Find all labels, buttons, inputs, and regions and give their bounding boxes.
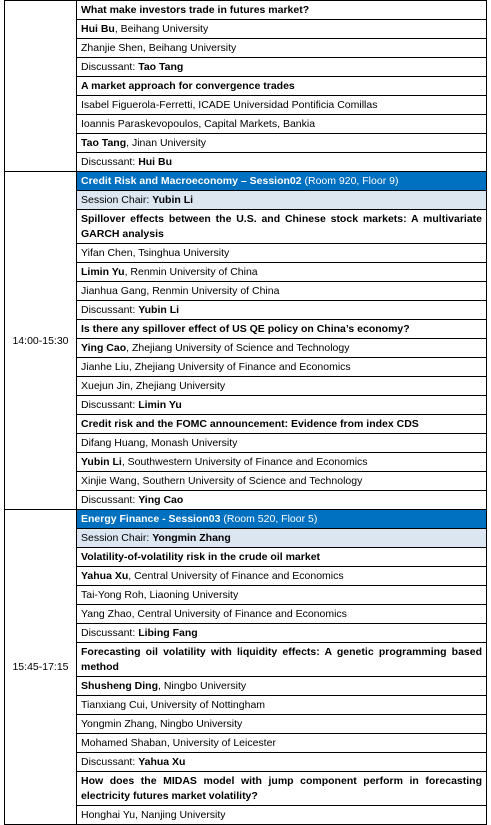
- session-chair: [77, 528, 486, 547]
- author-affiliation: , Tsinghua University: [132, 247, 230, 259]
- session-title: [77, 172, 486, 190]
- author-line: [77, 452, 486, 471]
- author-line: [77, 566, 486, 585]
- presenter-name: Limin Yu: [81, 266, 125, 278]
- author-affiliation: , Nanjing University: [135, 809, 226, 821]
- presenter-name: Yahua Xu: [81, 570, 129, 582]
- author-affiliation: , Monash University: [145, 437, 238, 449]
- author-affiliation: , Southern University of Science and Technology: [136, 475, 363, 487]
- session-cell: [77, 172, 487, 210]
- author-line: [77, 676, 486, 695]
- discussant-label: Discussant:: [81, 61, 139, 73]
- session-chair-label: Session Chair:: [81, 194, 153, 206]
- author-name: Jianhua Gang: [81, 285, 147, 297]
- author-line: [77, 281, 486, 300]
- discussant-name: Ying Cao: [138, 494, 184, 506]
- presenter-name: Shusheng Ding: [81, 680, 158, 692]
- author-affiliation: , Ningbo University: [154, 718, 243, 730]
- paper-row: [5, 643, 487, 772]
- discussant-line: [77, 490, 486, 509]
- author-affiliation: , University of Nottingham: [144, 699, 266, 711]
- author-affiliation: , Zhejiang University: [130, 380, 226, 392]
- author-name: Xuejun Jin: [81, 380, 131, 392]
- time-slot: 14:00-15:30: [5, 172, 77, 510]
- paper-title: What make investors trade in futures market?: [81, 4, 310, 16]
- paper-cell: [77, 210, 487, 320]
- paper-cell: [77, 548, 487, 643]
- paper-title: A market approach for convergence trades: [81, 80, 295, 92]
- author-line: [77, 338, 486, 357]
- author-affiliation: , Southwestern University of Finance and Economics: [121, 456, 368, 468]
- discussant-line: [77, 395, 486, 414]
- author-name: Yang Zhao: [81, 608, 132, 620]
- discussant-label: Discussant:: [81, 756, 139, 768]
- presenter-name: Ying Cao: [81, 342, 127, 354]
- author-affiliation: , University of Leicester: [166, 737, 276, 749]
- session-room: (Room 520, Floor 5): [220, 513, 318, 525]
- author-name: Mohamed Shaban: [81, 737, 167, 749]
- author-affiliation: , Beihang University: [142, 42, 237, 54]
- author-line: [77, 695, 486, 714]
- discussant-name: Yahua Xu: [138, 756, 186, 768]
- author-line: [77, 262, 486, 281]
- author-affiliation: , Zhejiang University of Science and Technology: [126, 342, 350, 354]
- author-affiliation: , Capital Markets, Bankia: [198, 118, 316, 130]
- author-affiliation: , Renmin University of China: [124, 266, 258, 278]
- author-name: Ioannis Paraskevopoulos: [81, 118, 199, 130]
- author-line: [77, 433, 486, 452]
- paper-title: Forecasting oil volatility with liquidity effects: A genetic programming based method: [81, 646, 482, 673]
- session-cell: [77, 510, 487, 548]
- paper-row: [5, 415, 487, 510]
- paper-cell: [77, 320, 487, 415]
- session-chair: [77, 190, 486, 209]
- paper-cell: [77, 415, 487, 510]
- author-affiliation: , Beihang University: [114, 23, 209, 35]
- author-line: [77, 585, 486, 604]
- session-name: Credit Risk and Macroeconomy – Session02: [81, 175, 302, 187]
- author-line: [77, 243, 486, 262]
- author-line: [77, 357, 486, 376]
- author-line: [77, 19, 486, 38]
- paper-row: [5, 77, 487, 172]
- time-slot: 15:45-17:15: [5, 510, 77, 825]
- author-line: [77, 733, 486, 752]
- session-chair-name: Yubin Li: [152, 194, 194, 206]
- discussant-label: Discussant:: [81, 627, 139, 639]
- author-line: [77, 114, 486, 133]
- author-affiliation: , Renmin University of China: [146, 285, 280, 297]
- author-name: Xinjie Wang: [81, 475, 137, 487]
- paper-cell: [77, 643, 487, 772]
- author-name: Honghai Yu: [81, 809, 136, 821]
- discussant-line: [77, 300, 486, 319]
- author-name: Zhanjie Shen: [81, 42, 143, 54]
- author-name: Difang Huang: [81, 437, 146, 449]
- discussant-name: Libing Fang: [138, 627, 198, 639]
- discussant-label: Discussant:: [81, 156, 139, 168]
- discussant-line: [77, 623, 486, 642]
- session-chair-name: Yongmin Zhang: [152, 532, 231, 544]
- discussant-line: [77, 57, 486, 76]
- author-affiliation: , Jinan University: [126, 137, 207, 149]
- discussant-label: Discussant:: [81, 399, 139, 411]
- presenter-name: Hui Bu: [81, 23, 115, 35]
- paper-title: How does the MIDAS model with jump component perform in forecasting electricity futures market volatility?: [81, 775, 482, 802]
- author-affiliation: , Central University of Finance and Economics: [131, 608, 347, 620]
- presenter-name: Yubin Li: [81, 456, 122, 468]
- author-line: [77, 376, 486, 395]
- paper-row: [5, 772, 487, 825]
- discussant-label: Discussant:: [81, 494, 139, 506]
- author-line: [77, 471, 486, 490]
- author-name: Tianxiang Cui: [81, 699, 145, 711]
- author-affiliation: , Central University of Finance and Economics: [128, 570, 344, 582]
- author-line: [77, 604, 486, 623]
- author-line: [77, 133, 486, 152]
- author-affiliation: , Zhejiang University of Finance and Economics: [128, 361, 351, 373]
- author-line: [77, 95, 486, 114]
- paper-title: Volatility-of-volatility risk in the crude oil market: [81, 551, 321, 563]
- session-name: Energy Finance - Session03: [81, 513, 221, 525]
- paper-title: Spillover effects between the U.S. and Chinese stock markets: A multivariate GARCH analysis: [81, 213, 482, 240]
- author-name: Yongmin Zhang: [81, 718, 155, 730]
- paper-row: [5, 320, 487, 415]
- session-room: (Room 920, Floor 9): [301, 175, 399, 187]
- author-affiliation: , Ningbo University: [158, 680, 247, 692]
- author-affiliation: , Liaoning University: [143, 589, 239, 601]
- session-title: [77, 510, 486, 528]
- paper-title: Credit risk and the FOMC announcement: Evidence from index CDS: [81, 418, 419, 430]
- discussant-name: Hui Bu: [138, 156, 173, 168]
- author-line: [77, 38, 486, 57]
- paper-row: [5, 210, 487, 320]
- discussant-line: [77, 152, 486, 171]
- author-name: Jianhe Liu: [81, 361, 129, 373]
- paper-cell: [77, 772, 487, 825]
- session-row: [5, 510, 487, 548]
- author-name: Yifan Chen: [81, 247, 133, 259]
- paper-cell: [77, 1, 487, 77]
- author-line: [77, 714, 486, 733]
- author-line: [77, 805, 486, 824]
- author-affiliation: , ICADE Universidad Pontificia Comillas: [192, 99, 378, 111]
- discussant-name: Limin Yu: [138, 399, 182, 411]
- author-name: Isabel Figuerola-Ferretti: [81, 99, 193, 111]
- discussant-name: Yubin Li: [138, 304, 180, 316]
- schedule-table: [4, 0, 487, 825]
- session-row: [5, 172, 487, 210]
- session-chair-label: Session Chair:: [81, 532, 153, 544]
- paper-cell: [77, 77, 487, 172]
- time-slot: [5, 1, 77, 172]
- author-name: Tai-Yong Roh: [81, 589, 144, 601]
- paper-row: [5, 1, 487, 77]
- discussant-line: [77, 752, 486, 771]
- discussant-label: Discussant:: [81, 304, 139, 316]
- presenter-name: Tao Tang: [81, 137, 127, 149]
- paper-row: [5, 548, 487, 643]
- discussant-name: Tao Tang: [138, 61, 184, 73]
- paper-title: Is there any spillover effect of US QE policy on China’s economy?: [81, 323, 410, 335]
